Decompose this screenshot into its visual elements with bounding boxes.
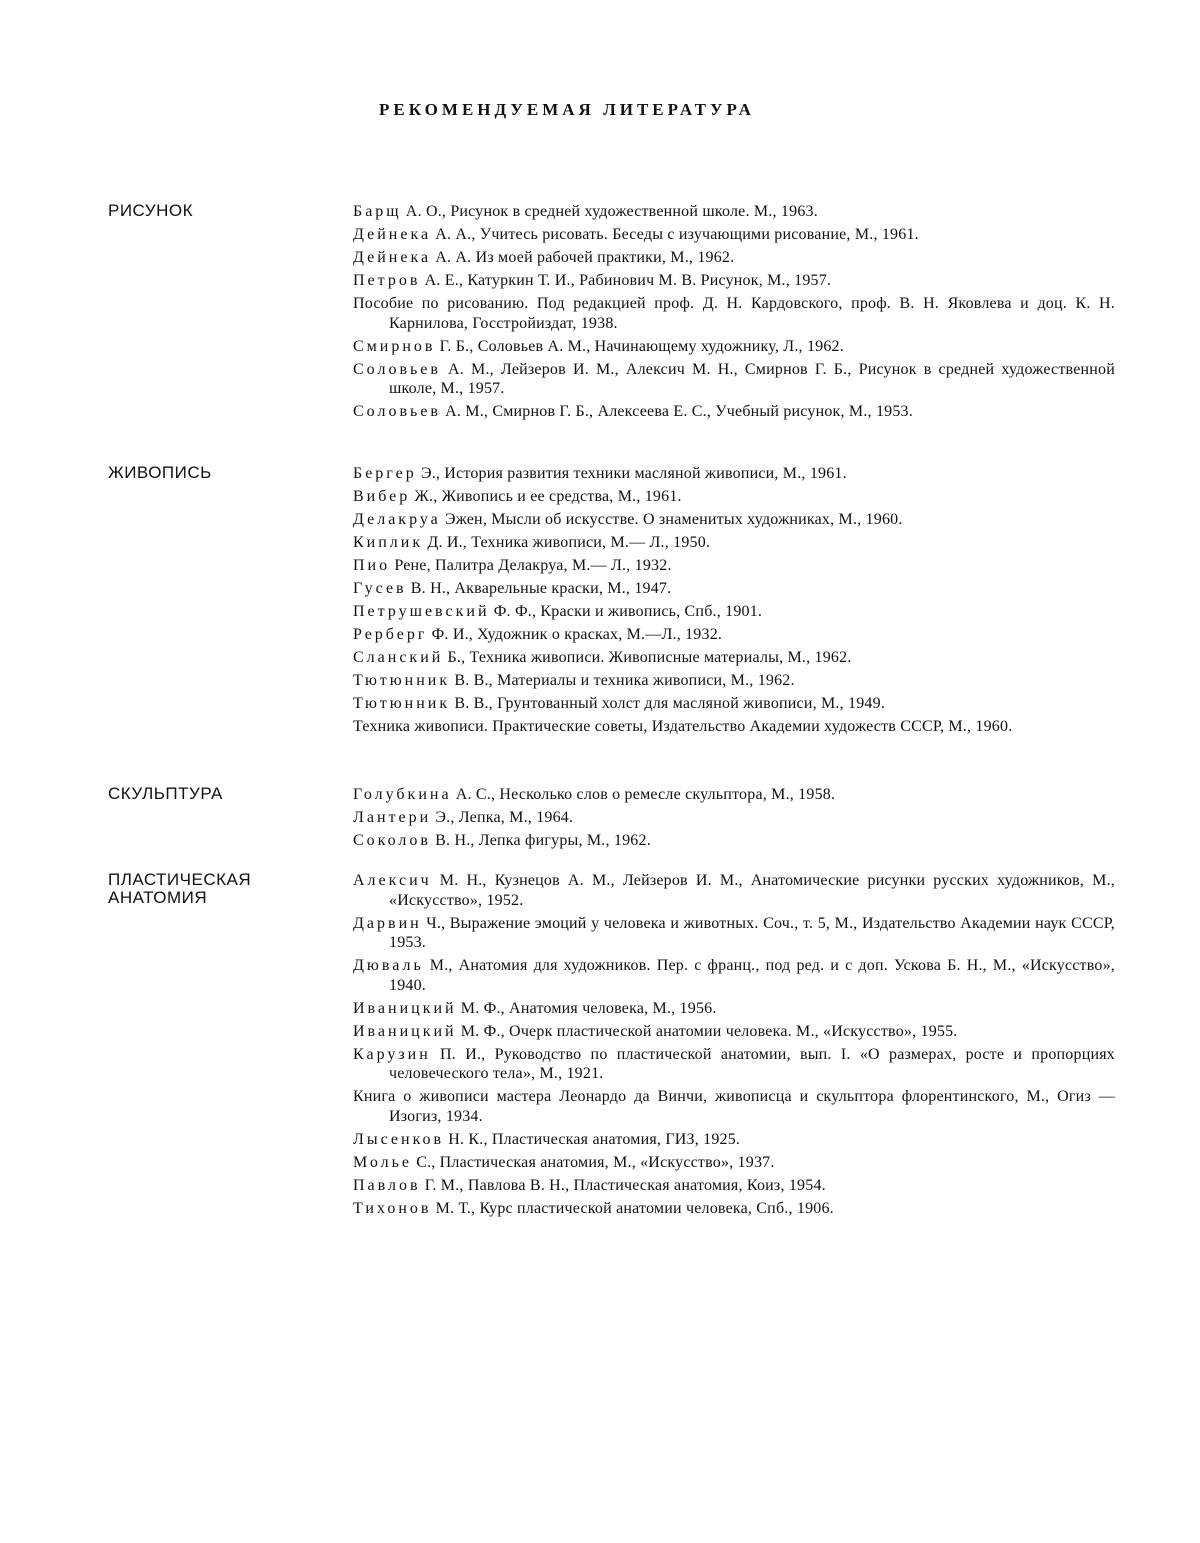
page-title: РЕКОМЕНДУЕМАЯ ЛИТЕРАТУРА: [379, 100, 755, 119]
reference-entry: [353, 999, 1115, 1019]
reference-author: Павлов: [353, 1176, 421, 1194]
reference-text: А. О., Рисунок в средней художественной школе. М., 1963.: [401, 203, 818, 220]
reference-author: Карузин: [353, 1045, 431, 1063]
reference-text: Д. И., Техника живописи, М.— Л., 1950.: [423, 534, 711, 551]
reference-author: Рерберг: [353, 626, 428, 643]
reference-entry: [353, 1153, 1115, 1173]
reference-entry: [353, 487, 1115, 507]
reference-text: Ф. Ф., Краски и живопись, Спб., 1901.: [489, 603, 763, 620]
reference-author: Сланский: [353, 649, 444, 666]
reference-author: Соколов: [353, 832, 431, 849]
reference-author: Иваницкий: [353, 999, 457, 1017]
reference-author: Дюваль: [353, 957, 424, 974]
reference-author: Тютюнник: [353, 672, 451, 689]
reference-list: [353, 464, 1115, 740]
reference-author: Барщ: [353, 203, 402, 220]
section-label: СКУЛЬПТУРА: [108, 784, 223, 803]
reference-text: Эжен, Мысли об искусстве. О знаменитых художниках, М., 1960.: [440, 511, 903, 528]
reference-entry: [353, 464, 1115, 484]
reference-text: Г. Б., Соловьев А. М., Начинающему художнику, Л., 1962.: [435, 337, 844, 355]
reference-text: Рене, Палитра Делакруа, М.— Л., 1932.: [390, 557, 672, 574]
reference-text: А. А., Учитесь рисовать. Беседы с изучающими рисование, М., 1961.: [431, 226, 919, 243]
reference-entry: [353, 914, 1115, 953]
reference-author: Петрушевский: [353, 603, 490, 620]
reference-author: Молье: [353, 1153, 412, 1171]
reference-text: Ж., Живопись и ее средства, М., 1961.: [410, 488, 682, 505]
reference-entry: [353, 1130, 1115, 1150]
reference-text: Э., Лепка, М., 1964.: [431, 809, 574, 826]
reference-entry: [353, 225, 1115, 245]
reference-author: Тихонов: [353, 1199, 432, 1217]
reference-entry: [353, 648, 1115, 668]
reference-author: Делакруа: [353, 511, 441, 528]
reference-entry: [353, 1022, 1115, 1042]
reference-text: М. Т., Курс пластической анатомии человека, Спб., 1906.: [431, 1199, 834, 1217]
reference-entry: [353, 248, 1115, 268]
reference-entry: [353, 956, 1115, 995]
reference-text: М. Ф., Анатомия человека, М., 1956.: [456, 999, 717, 1017]
reference-author: Тютюнник: [353, 695, 451, 712]
reference-entry: [353, 1087, 1115, 1126]
reference-list: [353, 202, 1115, 425]
reference-text: А. С., Несколько слов о ремесле скульптора, М., 1958.: [451, 786, 836, 803]
reference-list: [353, 871, 1115, 1222]
section-label: ПЛАСТИЧЕСКАЯ АНАТОМИЯ: [108, 870, 252, 907]
reference-author: Лысенков: [353, 1130, 445, 1148]
reference-entry: [353, 808, 1115, 828]
reference-text: Пособие по рисованию. Под редакцией проф. Д. Н. Кардовского, проф. В. Н. Яковлева и доц. К. Н. Карнилова, Госстройиздат, 1938.: [353, 295, 1115, 332]
reference-text: Г. М., Павлова В. Н., Пластическая анатомия, Коиз, 1954.: [420, 1176, 826, 1194]
reference-text: Ф. И., Художник о красках, М.—Л., 1932.: [427, 626, 723, 643]
reference-text: В. Н., Лепка фигуры, М., 1962.: [430, 832, 651, 849]
reference-entry: [353, 337, 1115, 357]
reference-author: Алексич: [353, 872, 432, 889]
reference-list: [353, 785, 1115, 854]
reference-entry: [353, 1199, 1115, 1219]
reference-author: Дейнека: [353, 226, 432, 243]
reference-text: А. М., Лейзеров И. М., Алексич М. Н., Смирнов Г. Б., Рисунок в средней художественной школе, М., 1957.: [389, 360, 1115, 397]
section-label: РИСУНОК: [108, 201, 193, 220]
reference-entry: [353, 602, 1115, 622]
reference-text: А. Е., Катуркин Т. И., Рабинович М. В. Рисунок, М., 1957.: [420, 272, 832, 289]
reference-author: Пио: [353, 557, 391, 574]
reference-entry: [353, 271, 1115, 291]
reference-entry: [353, 1176, 1115, 1196]
reference-author: Киплик: [353, 534, 424, 551]
reference-entry: [353, 1045, 1115, 1084]
reference-text: Н. К., Пластическая анатомия, ГИЗ, 1925.: [444, 1130, 741, 1148]
reference-author: Бергер: [353, 465, 417, 482]
reference-text: М. Ф., Очерк пластической анатомии человека. М., «Искусство», 1955.: [456, 1022, 958, 1040]
reference-entry: [353, 831, 1115, 851]
reference-entry: [353, 510, 1115, 530]
reference-author: Дейнека: [353, 249, 432, 266]
reference-text: М., Анатомия для художников. Пер. с франц., под ред. и с доп. Ускова Б. Н., М., «Искусство», 1940.: [389, 957, 1115, 994]
reference-text: А. М., Смирнов Г. Б., Алексеева Е. С., Учебный рисунок, М., 1953.: [440, 403, 913, 420]
reference-author: Лантери: [353, 809, 432, 826]
reference-text: В. В., Грунтованный холст для масляной живописи, М., 1949.: [450, 695, 886, 712]
reference-text: Э., История развития техники масляной живописи, М., 1961.: [416, 465, 847, 482]
reference-author: Петров: [353, 272, 421, 289]
reference-entry: [353, 533, 1115, 553]
reference-text: Ч., Выражение эмоций у человека и животных. Соч., т. 5, М., Издательство Академии наук СССР, 1953.: [389, 914, 1115, 951]
reference-text: М. Н., Кузнецов А. М., Лейзеров И. М., Анатомические рисунки русских художников, М., «Искусство», 1952.: [389, 872, 1115, 909]
reference-text: Книга о живописи мастера Леонардо да Винчи, живописца и скульптора флорентинского, М., Огиз — Изогиз, 1934.: [353, 1088, 1115, 1125]
reference-author: Иваницкий: [353, 1022, 457, 1040]
reference-text: Техника живописи. Практические советы, Издательство Академии художеств СССР, М., 1960.: [353, 718, 1013, 735]
reference-entry: [353, 202, 1115, 222]
reference-text: С., Пластическая анатомия, М., «Искусство», 1937.: [412, 1153, 775, 1171]
reference-entry: [353, 694, 1115, 714]
reference-entry: [353, 294, 1115, 333]
reference-text: В. Н., Акварельные краски, М., 1947.: [406, 580, 672, 597]
reference-entry: [353, 556, 1115, 576]
reference-author: Голубкина: [353, 786, 452, 803]
reference-author: Дарвин: [353, 914, 422, 932]
reference-author: Вибер: [353, 488, 411, 505]
reference-text: Б., Техника живописи. Живописные материалы, М., 1962.: [443, 649, 852, 666]
reference-entry: [353, 785, 1115, 805]
reference-author: Соловьев: [353, 360, 441, 378]
reference-author: Гусев: [353, 580, 407, 597]
section-label: ЖИВОПИСЬ: [108, 463, 212, 482]
reference-author: Соловьев: [353, 403, 441, 420]
reference-entry: [353, 579, 1115, 599]
reference-entry: [353, 717, 1115, 737]
reference-text: А. А. Из моей рабочей практики, М., 1962.: [431, 249, 735, 266]
reference-entry: [353, 402, 1115, 422]
reference-text: П. И., Руководство по пластической анатомии, вып. I. «О размерах, росте и пропорциях человеческого тела», М., 1921.: [389, 1045, 1115, 1082]
reference-entry: [353, 671, 1115, 691]
reference-entry: [353, 360, 1115, 399]
reference-entry: [353, 871, 1115, 910]
reference-text: В. В., Материалы и техника живописи, М., 1962.: [450, 672, 795, 689]
reference-entry: [353, 625, 1115, 645]
reference-author: Смирнов: [353, 337, 436, 355]
